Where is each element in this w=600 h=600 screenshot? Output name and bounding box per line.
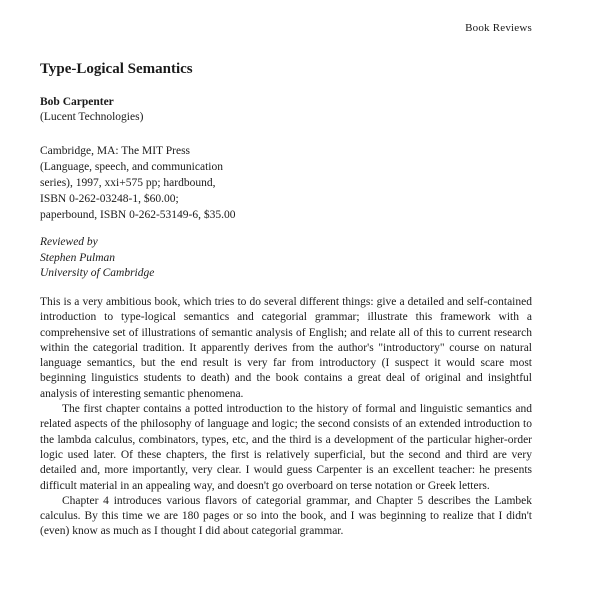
reviewer-block [40,235,154,282]
author-name: Bob Carpenter [40,96,114,108]
reviewer-name: Stephen Pulman [40,251,116,264]
publication-line: paperbound, ISBN 0-262-53149-6, $35.00 [40,209,236,221]
review-paragraph: The first chapter contains a potted introduction to the history of formal and linguistic semantics and related aspects of the philosophy of language and logic; the second consists of an extended introduction to the lambda calculus, combinators, types, etc, and the third is a development of the particular higher-order logic used later. Of these chapters, the first is relatively superficial, but the second and third are very detailed and, more importantly, very clear. I would guess Carpenter is an excellent teacher: he presents difficult material in an appealing way, and doesn't go overboard on terse notation or Greek letters. [40,403,532,492]
author-affiliation: (Lucent Technologies) [40,111,144,123]
review-paragraph: This is a very ambitious book, which tries to do several different things: give a detailed and self-contained introduction to type-logical semantics and categorial grammar; illustrate this framework with a comprehensive set of illustrations of semantic analysis of English; and relate all of this to current research within the categorial tradition. It apparently derives from the author's "introductory" course on natural language semantics, but the end result is very far from introductory (I suspect it would scare most beginning linguistics students to death) and the book contains a great deal of original and insightful analysis of interesting semantic phenomena. [40,296,532,400]
author-block [40,95,143,125]
reviewer-affiliation: University of Cambridge [40,267,155,279]
running-header: Book Reviews [465,22,532,34]
book-title: Type-Logical Semantics [40,61,193,77]
reviewed-by-label: Reviewed by [40,236,98,248]
publication-info [40,143,235,223]
publication-line: Cambridge, MA: The MIT Press [40,145,191,157]
review-paragraph: Chapter 4 introduces various flavors of categorial grammar, and Chapter 5 describes the Lambek calculus. By this time we are 180 pages or so into the book, and I was beginning to realize that I didn't (even) know as much as I thought I did about categorial grammar. [40,494,532,538]
publication-line: ISBN 0-262-03248-1, $60.00; [40,193,179,205]
review-body [40,295,532,540]
publication-line: series), 1997, xxi+575 pp; hardbound, [40,177,216,189]
publication-line: (Language, speech, and communication [40,161,223,173]
